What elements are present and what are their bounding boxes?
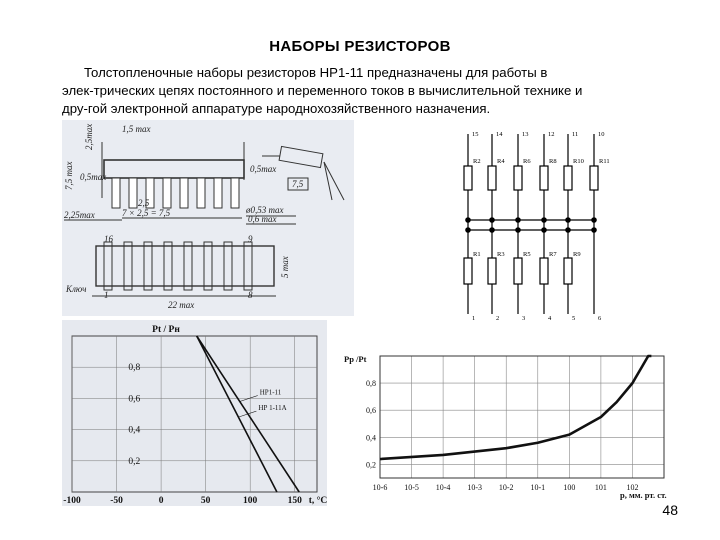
node-dot <box>566 228 570 232</box>
dim-label: 7,5 max <box>64 161 74 190</box>
package-pin-outline <box>104 242 112 290</box>
dim-label: 0,6 max <box>248 214 277 224</box>
x-axis-label: p, мм. рт. ст. <box>620 490 667 500</box>
node-dot <box>466 228 470 232</box>
description-paragraph <box>62 64 672 118</box>
series-label: НР 1-11А <box>258 404 287 413</box>
dim-label: 2,25max <box>64 210 95 220</box>
package-pin-outline <box>164 242 172 290</box>
x-tick-label: 100 <box>243 496 258 506</box>
node-dot <box>592 218 596 222</box>
resistor-top <box>590 166 598 190</box>
chart1-svg <box>62 320 327 506</box>
package-pin <box>180 178 188 208</box>
paragraph-line: Толстопленочные наборы резисторов НР1-11 предназначены для работы в <box>84 65 548 80</box>
resistor-label: R1 <box>473 251 481 258</box>
x-tick-label: 10-2 <box>498 483 514 492</box>
pin-label-bottom: 4 <box>548 315 552 322</box>
pin-label-top: 12 <box>548 131 555 138</box>
dim-label: 2,5max <box>84 123 94 150</box>
dim-label: 16 <box>104 234 113 244</box>
resistor-label: R7 <box>549 251 557 258</box>
resistor-bottom <box>540 258 548 284</box>
plot-frame <box>380 356 664 478</box>
x-tick-label: 10-6 <box>372 483 388 492</box>
package-pin-outline <box>224 242 232 290</box>
resistor-label: R10 <box>573 158 584 165</box>
package-pin-outline <box>144 242 152 290</box>
power-vs-pressure-chart <box>342 352 692 500</box>
package-pin <box>214 178 222 208</box>
package-pin <box>163 178 171 208</box>
page-number: 48 <box>662 502 678 518</box>
node-dot <box>516 218 520 222</box>
package-pin-outline <box>204 242 212 290</box>
resistor-top <box>514 166 522 190</box>
x-tick-label: 0 <box>158 496 164 506</box>
node-dot <box>516 228 520 232</box>
node-dot <box>490 228 494 232</box>
y-axis-label: Pt / Pн <box>152 325 180 335</box>
dim-label: 5 max <box>280 256 290 278</box>
x-tick-label: 101 <box>594 483 607 492</box>
resistor-bottom <box>488 258 496 284</box>
package-pin-outline <box>244 242 252 290</box>
dim-label: Ключ <box>66 284 87 294</box>
resistor-label: R4 <box>497 158 505 165</box>
x-tick-label: 150 <box>287 496 302 506</box>
pin-label-top: 14 <box>496 131 503 138</box>
y-tick-label: 0,2 <box>366 460 376 470</box>
resistor-label: R6 <box>523 158 531 165</box>
resistor-label: R11 <box>599 158 610 165</box>
pin-label-top: 11 <box>572 131 579 138</box>
package-pin <box>129 178 137 208</box>
pin-label-bottom: 3 <box>522 315 526 322</box>
resistor-top <box>488 166 496 190</box>
dim-label: 1,5 max <box>122 124 151 134</box>
resistor-package-drawing <box>62 120 354 316</box>
pin-label-bottom: 5 <box>572 315 576 322</box>
x-axis-label: t, °C <box>308 496 327 506</box>
node-dot <box>466 218 470 222</box>
x-tick-label: -100 <box>63 496 81 506</box>
pin-label-top: 15 <box>472 131 479 138</box>
resistor-bottom <box>514 258 522 284</box>
resistor-label: R8 <box>549 158 557 165</box>
pin-label-bottom: 2 <box>496 315 500 322</box>
dim-label: 7 × 2,5 = 7,5 <box>122 208 171 218</box>
y-axis-label: Pp /Pt <box>344 354 367 364</box>
package-pin <box>231 178 239 208</box>
dim-label: 7,5 <box>292 179 304 189</box>
schematic-svg <box>460 126 618 322</box>
node-dot <box>542 228 546 232</box>
package-pin <box>112 178 120 208</box>
pin-label-bottom: 1 <box>472 315 476 322</box>
dim-label: 0,5max <box>80 172 107 182</box>
x-tick-label: 10-1 <box>530 483 546 492</box>
pin-label-top: 13 <box>522 131 529 138</box>
resistor-top <box>540 166 548 190</box>
dim-label: 0,5max <box>250 164 277 174</box>
x-tick-label: 10-5 <box>404 483 419 492</box>
resistor-bottom <box>564 258 572 284</box>
x-tick-label: 100 <box>563 483 576 492</box>
series-line <box>380 356 651 459</box>
resistor-top <box>564 166 572 190</box>
dim-label: 8 <box>248 290 253 300</box>
y-tick-label: 0,8 <box>366 379 376 389</box>
x-tick-label: 10-3 <box>467 483 483 492</box>
node-dot <box>490 218 494 222</box>
resistor-label: R3 <box>497 251 505 258</box>
resistor-network-schematic <box>460 126 618 322</box>
dim-label: 9 <box>248 234 253 244</box>
package-pin-outline <box>184 242 192 290</box>
resistor-label: R9 <box>573 251 581 258</box>
y-tick-label: 0,8 <box>128 363 141 374</box>
package-drawing-svg <box>62 120 354 316</box>
dim-label: 2,5 <box>138 198 150 208</box>
chart2-svg <box>342 352 692 500</box>
paragraph-line: элек-трических цепях постоянного и переменного токов в вычислительной технике и <box>62 83 583 98</box>
y-tick-label: 0,2 <box>128 456 141 467</box>
x-tick-label: 102 <box>626 483 639 492</box>
package-pin-outline <box>124 242 132 290</box>
paragraph-line: дру-гой электронной аппаратуре народнохозяйственного назначения. <box>62 101 491 116</box>
x-tick-label: 10-4 <box>435 483 451 492</box>
resistor-label: R2 <box>473 158 481 165</box>
dim-label: ø0,53 max <box>246 205 284 215</box>
package-pin <box>197 178 205 208</box>
y-tick-label: 0,6 <box>128 394 141 405</box>
x-tick-label: 50 <box>200 496 211 506</box>
series-label: НР1-11 <box>259 388 282 397</box>
plot-frame <box>72 336 317 492</box>
node-dot <box>566 218 570 222</box>
power-vs-temperature-chart <box>62 320 327 506</box>
resistor-top <box>464 166 472 190</box>
dim-label: 22 max <box>168 300 195 310</box>
node-dot <box>592 228 596 232</box>
y-tick-label: 0,6 <box>366 406 376 416</box>
slide-title: НАБОРЫ РЕЗИСТОРОВ <box>269 38 451 55</box>
node-dot <box>542 218 546 222</box>
resistor-label: R5 <box>523 251 531 258</box>
resistor-bottom <box>464 258 472 284</box>
pin-label-bottom: 6 <box>598 315 602 322</box>
x-tick-label: -50 <box>110 496 123 506</box>
series-line <box>197 336 277 492</box>
dim-label: 1 <box>104 290 109 300</box>
pin-label-top: 10 <box>598 131 605 138</box>
y-tick-label: 0,4 <box>366 433 376 443</box>
y-tick-label: 0,4 <box>128 425 141 436</box>
